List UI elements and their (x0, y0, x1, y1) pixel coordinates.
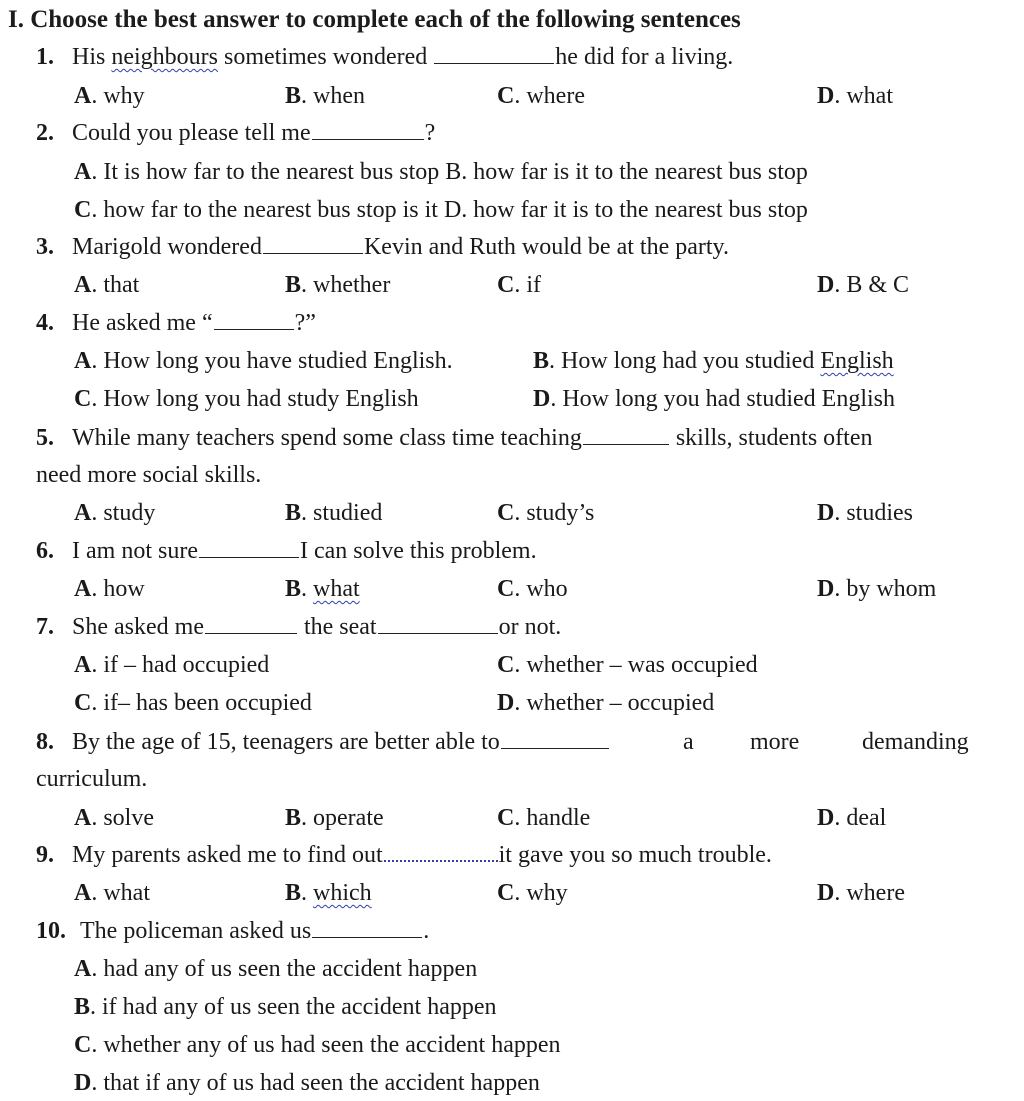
question-number: 10. (36, 918, 66, 944)
option-c[interactable]: C. where (497, 83, 585, 109)
option-d[interactable]: D. that if any of us had seen the accident happen (74, 1070, 540, 1096)
question-6: 6. I am not sure I can solve this problem. (36, 533, 1024, 569)
options-row (0, 1027, 1024, 1063)
option-c[interactable]: C. if– has been occupied (74, 690, 312, 716)
question-3: 3. Marigold wondered Kevin and Ruth would be at the party. (36, 229, 1024, 265)
option-a[interactable]: A. How long you have studied English. (74, 348, 453, 374)
option-d[interactable]: D. where (817, 880, 905, 906)
option-c[interactable]: C. How long you had study English (74, 386, 419, 412)
options-row (0, 989, 1024, 1025)
option-b[interactable]: B. How long had you studied English (533, 348, 894, 374)
option-d[interactable]: D. How long you had studied English (533, 386, 895, 412)
option-d[interactable]: D. studies (817, 500, 914, 526)
option-c[interactable]: C. study’s (497, 500, 595, 526)
question-number: 5. (36, 425, 54, 451)
options-row (0, 875, 1024, 911)
options-row (0, 154, 1024, 190)
options-row (0, 381, 1024, 417)
option-c[interactable]: C. why (497, 880, 568, 906)
option-a[interactable]: A. how (74, 576, 145, 602)
option-a[interactable]: A. that (74, 272, 140, 298)
option-a[interactable]: A. if – had occupied (74, 652, 270, 678)
options-row (0, 343, 1024, 379)
options-row (0, 192, 1024, 228)
option-d[interactable]: D. whether – occupied (497, 690, 715, 716)
options-row (0, 571, 1024, 607)
option-c[interactable]: C. whether any of us had seen the accident happen (74, 1032, 561, 1058)
answer-blank[interactable] (263, 231, 363, 254)
option-b[interactable]: B. whether (285, 272, 391, 298)
question-number: 4. (36, 310, 54, 336)
question-number: 3. (36, 234, 54, 260)
option-a[interactable]: A. solve (74, 805, 155, 831)
question-5: 5. While many teachers spend some class time teaching skills, students often (36, 420, 1024, 456)
option-b[interactable]: B. if had any of us seen the accident happen (74, 994, 497, 1020)
options-row (0, 951, 1024, 987)
answer-blank[interactable] (378, 611, 498, 634)
option-b[interactable]: B. when (285, 83, 365, 109)
question-8-continuation: curriculum. (36, 766, 148, 792)
options-row (0, 1065, 1024, 1101)
option-c[interactable]: C. handle (497, 805, 591, 831)
question-4: 4. He asked me “ ?” (36, 305, 1024, 341)
option-d[interactable]: D. B & C (817, 272, 910, 298)
option-a[interactable]: A. what (74, 880, 150, 906)
answer-blank[interactable] (214, 307, 294, 330)
question-number: 8. (36, 729, 54, 755)
option-a[interactable]: A. study (74, 500, 156, 526)
answer-blank[interactable] (501, 726, 609, 749)
option-a[interactable]: A. had any of us seen the accident happen (74, 956, 478, 982)
option-d[interactable]: D. deal (817, 805, 887, 831)
option-c[interactable]: C. whether – was occupied (497, 652, 758, 678)
options-row (0, 495, 1024, 531)
question-9: 9. My parents asked me to find out it gave you so much trouble. (36, 837, 1024, 873)
options-row (0, 78, 1024, 114)
option-c[interactable]: C. who (497, 576, 568, 602)
option-d[interactable]: D. by whom (817, 576, 937, 602)
answer-blank[interactable] (205, 611, 297, 634)
options-row (0, 685, 1024, 721)
question-2: 2. Could you please tell me ? (36, 115, 1024, 151)
question-8: 8. By the age of 15, teenagers are better able to a more demanding (36, 724, 1024, 760)
question-number: 6. (36, 538, 54, 564)
answer-blank[interactable] (384, 838, 498, 862)
answer-blank[interactable] (199, 535, 299, 558)
options-row (0, 647, 1024, 683)
question-number: 2. (36, 120, 54, 146)
question-10: 10. The policeman asked us . (36, 913, 1024, 949)
answer-blank[interactable] (583, 422, 669, 445)
question-number: 7. (36, 614, 54, 640)
answer-blank[interactable] (312, 915, 422, 938)
question-5-continuation: need more social skills. (36, 462, 262, 488)
options-row (0, 800, 1024, 836)
question-7: 7. She asked me the seat or not. (36, 609, 1024, 645)
option-c[interactable]: C. if (497, 272, 542, 298)
option-a[interactable]: A. why (74, 83, 145, 109)
option-b[interactable]: B. studied (285, 500, 383, 526)
option-c[interactable]: C. how far to the nearest bus stop is it D. how far it is to the nearest bus stop (74, 197, 808, 223)
question-1: 1. His neighbours sometimes wondered he did for a living. (36, 39, 1024, 75)
option-b[interactable]: B. what (285, 576, 360, 602)
question-number: 1. (36, 44, 54, 70)
option-b[interactable]: B. operate (285, 805, 384, 831)
question-number: 9. (36, 842, 54, 868)
answer-blank[interactable] (312, 117, 424, 140)
option-d[interactable]: D. what (817, 83, 893, 109)
options-row (0, 267, 1024, 303)
option-a[interactable]: A. It is how far to the nearest bus stop B. how far is it to the nearest bus stop (74, 159, 808, 185)
section-title: I. Choose the best answer to complete each of the following sentences (8, 6, 741, 33)
answer-blank[interactable] (434, 41, 554, 64)
option-b[interactable]: B. which (285, 880, 372, 906)
